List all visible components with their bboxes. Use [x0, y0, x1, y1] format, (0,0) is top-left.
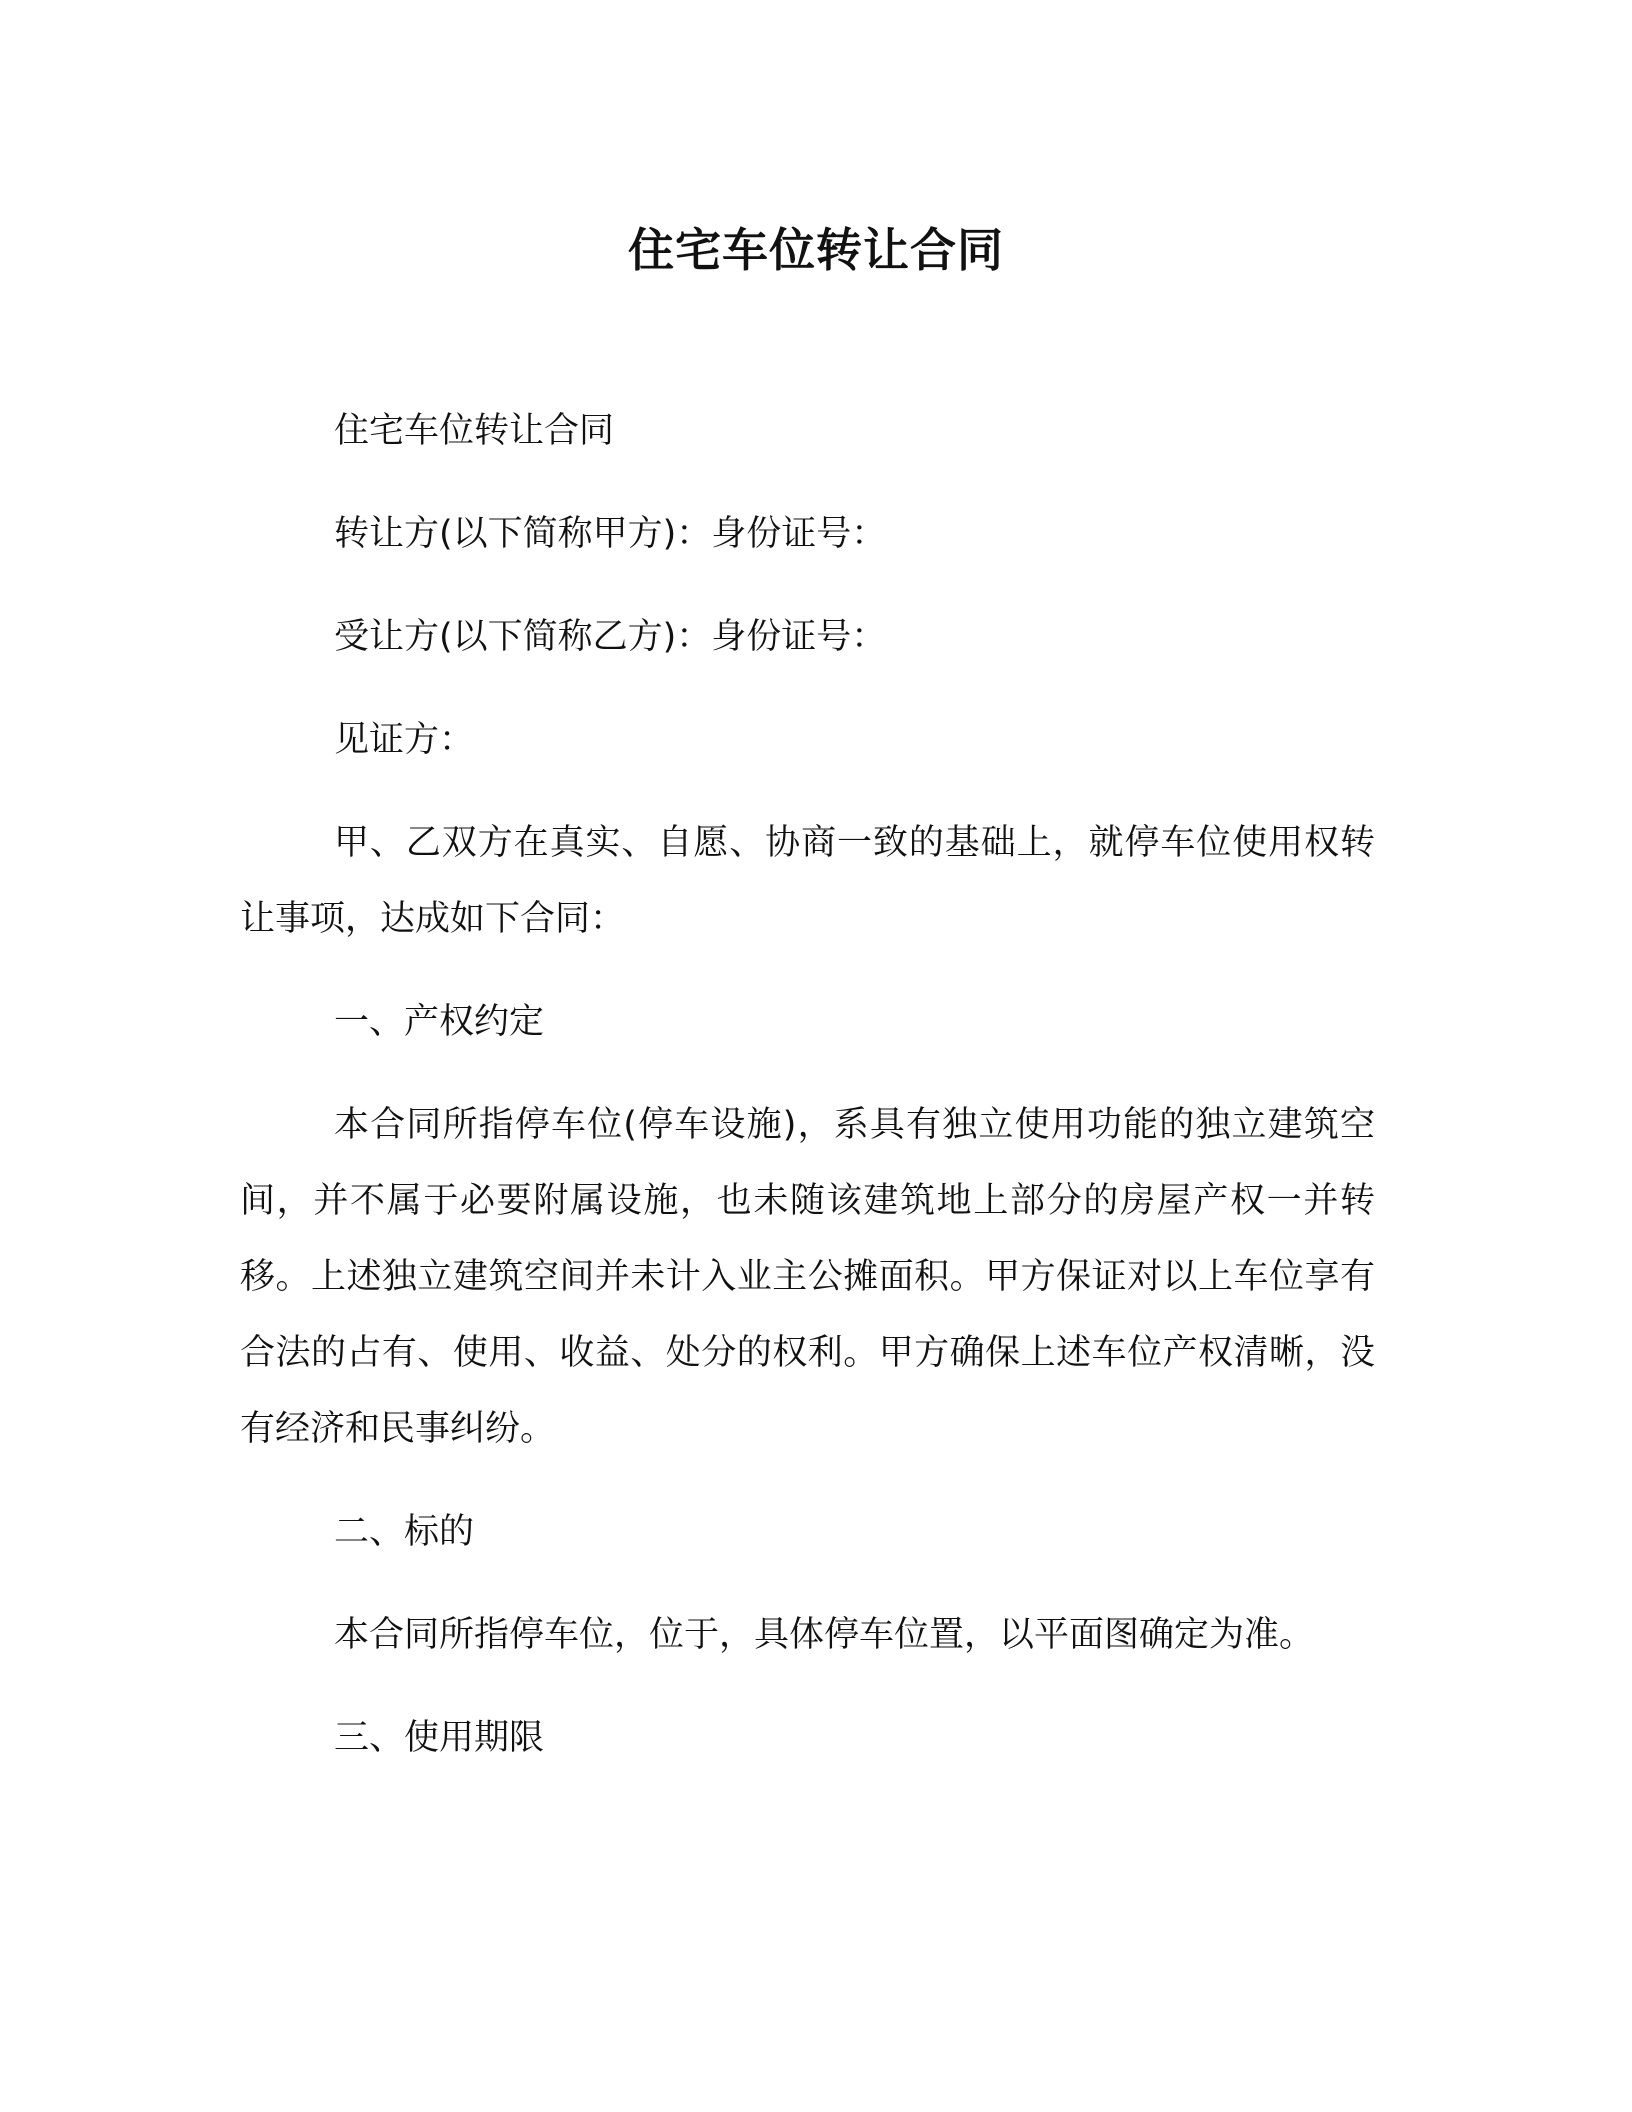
- section-heading-subject: 二、标的: [334, 1512, 475, 1552]
- section-heading-term: 三、使用期限: [334, 1718, 545, 1758]
- document-title: 住宅车位转让合同: [628, 223, 1004, 277]
- paragraph-heading: 住宅车位转让合同: [334, 411, 615, 451]
- paragraph-subject: 本合同所指停车位，位于，具体停车位置，以平面图确定为准。: [334, 1615, 1315, 1655]
- paragraph-transferor: 转让方(以下简称甲方)：身份证号：: [334, 514, 887, 554]
- paragraph-ownership: 本合同所指停车位(停车设施)，系具有独立使用功能的独立建筑空间，并不属于必要附属设施，也未随该建筑地上部分的房屋产权一并转移。上述独立建筑空间并未计入业主公摊面积。甲方保证对以上车位享有合法的占有、使用、收益、处分的权利。甲方确保上述车位产权清晰，没有经济和民事纠纷。: [240, 1105, 1375, 1449]
- paragraph-preamble: 甲、乙双方在真实、自愿、协商一致的基础上，就停车位使用权转让事项，达成如下合同：: [240, 823, 1375, 939]
- document-body: [240, 393, 1375, 1803]
- paragraph-transferee: 受让方(以下简称乙方)：身份证号：: [334, 617, 887, 657]
- paragraph-witness: 见证方：: [334, 720, 475, 760]
- section-heading-ownership: 一、产权约定: [334, 1002, 545, 1042]
